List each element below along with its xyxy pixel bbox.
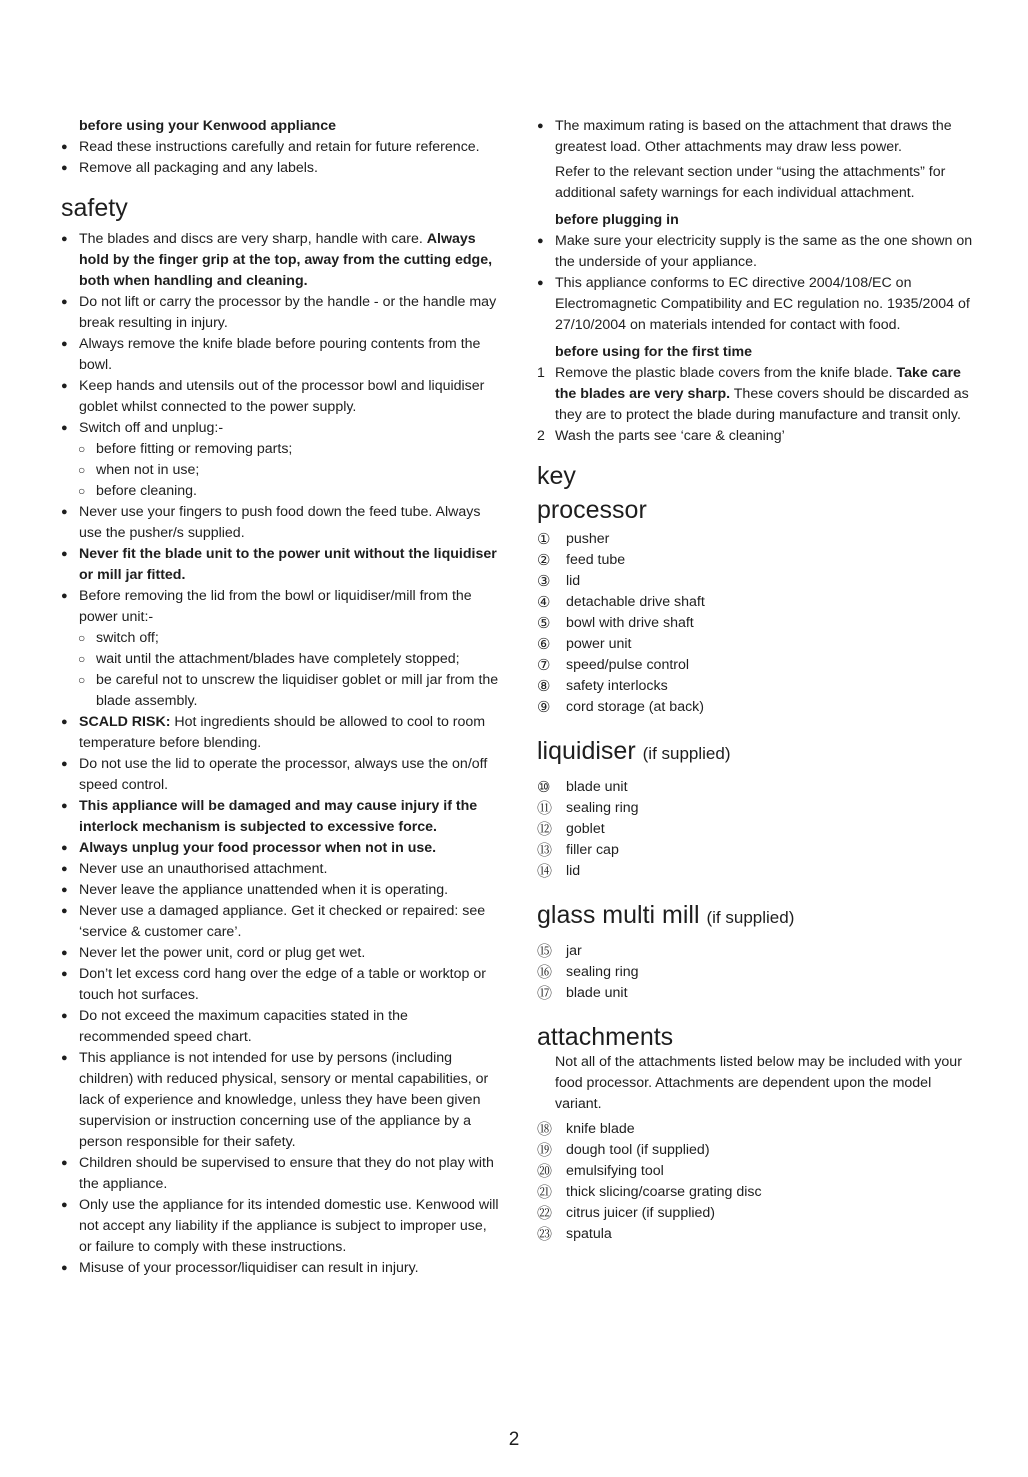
key-label: knife blade	[566, 1121, 635, 1137]
key-item	[537, 798, 977, 819]
key-number: ⑨	[537, 699, 551, 716]
liquidiser-key-list	[537, 777, 977, 882]
key-item	[537, 634, 977, 655]
key-item	[537, 840, 977, 861]
key-item	[537, 861, 977, 882]
bullet-item: ● Never leave the appliance unattended when it is operating.	[61, 880, 501, 901]
attachments-title: attachments	[537, 1023, 674, 1051]
intro-heading: before using your Kenwood appliance	[79, 118, 336, 134]
text: Hot ingredients should be allowed to cool to room temperature before blending.	[79, 714, 486, 751]
key-number: ⑯	[537, 964, 553, 981]
key-label: jar	[566, 943, 582, 959]
bullet-item: ● Never fit the blade unit to the power unit without the liquidiser or mill jar fitted.	[61, 544, 501, 586]
key-item	[537, 777, 977, 798]
key-item	[537, 1203, 977, 1224]
key-number: ⑮	[537, 943, 553, 960]
key-label: sealing ring	[566, 964, 639, 980]
key-label: emulsifying tool	[566, 1163, 664, 1179]
processor-key-list	[537, 529, 977, 718]
key-item	[537, 1140, 977, 1161]
bullet-item: ● Do not use the lid to operate the processor, always use the on/off speed control.	[61, 754, 501, 796]
scald-risk-label: SCALD RISK:	[79, 714, 171, 730]
bullet-item: ● Children should be supervised to ensure that they do not play with the appliance.	[61, 1153, 501, 1195]
key-item	[537, 529, 977, 550]
key-label: goblet	[566, 821, 605, 837]
sub-item: ○ when not in use;	[61, 460, 501, 481]
key-number: ㉒	[537, 1205, 553, 1222]
bullet-item: ● Read these instructions carefully and retain for future reference.	[61, 137, 501, 158]
bold-text: Always hold by the finger grip at the top, away from the cutting edge, both when handling and cleaning.	[79, 231, 493, 289]
key-title: key	[537, 462, 576, 490]
key-label: spatula	[566, 1226, 612, 1242]
key-label: blade unit	[566, 985, 628, 1001]
key-label: blade unit	[566, 779, 628, 795]
key-item	[537, 613, 977, 634]
key-number: ⑦	[537, 657, 551, 674]
key-label: lid	[566, 573, 581, 589]
bullet-item: ● Never use a damaged appliance. Get it checked or repaired: see ‘service & customer care’.	[61, 901, 501, 943]
key-item	[537, 592, 977, 613]
bullet-item	[61, 712, 501, 754]
bullet-item: ● This appliance is not intended for use by persons (including children) with reduced physical, sensory or mental capabilities, or lack of experience and knowledge, unless they have been given supervision or instruction concerning use of the appliance by a person responsible for their safety.	[61, 1048, 501, 1153]
paragraph: Refer to the relevant section under “using the attachments” for additional safety warnings for each individual attachment.	[555, 164, 946, 201]
key-number: ⑲	[537, 1142, 553, 1159]
bullet-item: ● Never use your fingers to push food down the feed tube. Always use the pusher/s supplied.	[61, 502, 501, 544]
sub-item: ○ be careful not to unscrew the liquidiser goblet or mill jar from the blade assembly.	[61, 670, 501, 712]
bullet-item: ● Make sure your electricity supply is the same as the one shown on the underside of your appliance.	[537, 231, 977, 273]
bullet-item: ● Never let the power unit, cord or plug get wet.	[61, 943, 501, 964]
key-item	[537, 1182, 977, 1203]
bullet-item: ● Do not lift or carry the processor by the handle - or the handle may break resulting in injury.	[61, 292, 501, 334]
key-label: lid	[566, 863, 581, 879]
step-number: 2	[537, 428, 545, 444]
sub-item: ○ switch off;	[61, 628, 501, 649]
key-number: ⑱	[537, 1121, 553, 1138]
bullet-item	[61, 229, 501, 292]
key-number: ⑤	[537, 615, 551, 632]
key-item	[537, 550, 977, 571]
key-label: feed tube	[566, 552, 626, 568]
first-use-heading: before using for the first time	[555, 344, 753, 360]
step-item	[537, 426, 977, 447]
key-number: ⑩	[537, 779, 551, 796]
bullet-item: ● Always remove the knife blade before pouring contents from the bowl.	[61, 334, 501, 376]
title-note: (if supplied)	[642, 744, 731, 763]
key-item	[537, 962, 977, 983]
text: Remove the plastic blade covers from the knife blade.	[555, 365, 897, 381]
plug-heading: before plugging in	[555, 212, 679, 228]
key-label: sealing ring	[566, 800, 639, 816]
sub-item: ○ wait until the attachment/blades have completely stopped;	[61, 649, 501, 670]
bullet-item: ● Misuse of your processor/liquidiser can result in injury.	[61, 1258, 501, 1279]
bullet-item: ● The maximum rating is based on the attachment that draws the greatest load. Other attachments may draw less power.	[537, 116, 977, 158]
bullet-item: ● Keep hands and utensils out of the processor bowl and liquidiser goblet whilst connected to the power supply.	[61, 376, 501, 418]
bullet-item: ● Never use an unauthorised attachment.	[61, 859, 501, 880]
key-item	[537, 655, 977, 676]
text: The blades and discs are very sharp, handle with care.	[79, 231, 427, 247]
key-number: ⑫	[537, 821, 553, 838]
bullet-item: ● Do not exceed the maximum capacities stated in the recommended speed chart.	[61, 1006, 501, 1048]
bullet-item: ● This appliance conforms to EC directive 2004/108/EC on Electromagnetic Compatibility and EC regulation no. 1935/2004 of 27/10/2004 on materials intended for contact with food.	[537, 273, 977, 336]
key-label: citrus juicer (if supplied)	[566, 1205, 716, 1221]
key-label: dough tool (if supplied)	[566, 1142, 710, 1158]
title-text: liquidiser	[537, 737, 636, 765]
safety-title: safety	[61, 194, 128, 222]
processor-title: processor	[537, 496, 647, 524]
bullet-item: ● Don’t let excess cord hang over the edge of a table or worktop or touch hot surfaces.	[61, 964, 501, 1006]
left-column	[61, 116, 501, 1279]
attachments-key-list	[537, 1119, 977, 1245]
title-text: glass multi mill	[537, 901, 700, 929]
page-number: 2	[508, 1429, 520, 1450]
text: These covers should be discarded as they are to protect the blade during manufacture and transit only.	[555, 386, 969, 423]
paragraph: Not all of the attachments listed below may be included with your food processor. Attachments are dependent upon the model variant.	[555, 1054, 962, 1112]
key-label: detachable drive shaft	[566, 594, 705, 610]
sub-item: ○ before fitting or removing parts;	[61, 439, 501, 460]
key-label: power unit	[566, 636, 632, 652]
key-item	[537, 941, 977, 962]
key-number: ⑰	[537, 985, 553, 1002]
sub-item: ○ before cleaning.	[61, 481, 501, 502]
bullet-item: ● Switch off and unplug:-	[61, 418, 501, 439]
liquidiser-title	[537, 736, 977, 769]
key-label: speed/pulse control	[566, 657, 690, 673]
mill-title	[537, 900, 977, 933]
key-number: ⑭	[537, 863, 553, 880]
key-label: safety interlocks	[566, 678, 668, 694]
key-label: cord storage (at back)	[566, 699, 704, 715]
key-item	[537, 983, 977, 1004]
title-note: (if supplied)	[706, 908, 795, 927]
bullet-item: ● This appliance will be damaged and may cause injury if the interlock mechanism is subjected to excessive force.	[61, 796, 501, 838]
bullet-item: ● Always unplug your food processor when not in use.	[61, 838, 501, 859]
bold-text: Take care the blades are very sharp.	[555, 365, 961, 402]
bullet-item: ● Remove all packaging and any labels.	[61, 158, 501, 179]
key-item	[537, 1161, 977, 1182]
step-number: 1	[537, 365, 545, 381]
step-item	[537, 363, 977, 426]
key-number: ⑬	[537, 842, 553, 859]
key-item	[537, 697, 977, 718]
bullet-item: ● Only use the appliance for its intended domestic use. Kenwood will not accept any liability if the appliance is subject to improper use, or failure to comply with these instructions.	[61, 1195, 501, 1258]
key-item	[537, 1119, 977, 1140]
key-item	[537, 1224, 977, 1245]
key-number: ㉓	[537, 1226, 553, 1243]
key-item	[537, 676, 977, 697]
key-label: pusher	[566, 531, 610, 547]
text: Wash the parts see ‘care & cleaning’	[555, 428, 785, 444]
key-label: bowl with drive shaft	[566, 615, 694, 631]
key-number: ⑥	[537, 636, 551, 653]
key-number: ⑧	[537, 678, 551, 695]
key-item	[537, 571, 977, 592]
key-label: filler cap	[566, 842, 619, 858]
key-number: ①	[537, 531, 551, 548]
bullet-item: ● Before removing the lid from the bowl or liquidiser/mill from the power unit:-	[61, 586, 501, 628]
key-number: ⑪	[537, 800, 553, 817]
right-column	[537, 116, 977, 1245]
key-number: ⑳	[537, 1163, 553, 1180]
mill-key-list	[537, 941, 977, 1004]
key-number: ㉑	[537, 1184, 553, 1201]
key-number: ②	[537, 552, 551, 569]
key-number: ④	[537, 594, 551, 611]
key-item	[537, 819, 977, 840]
key-number: ③	[537, 573, 551, 590]
key-label: thick slicing/coarse grating disc	[566, 1184, 762, 1200]
